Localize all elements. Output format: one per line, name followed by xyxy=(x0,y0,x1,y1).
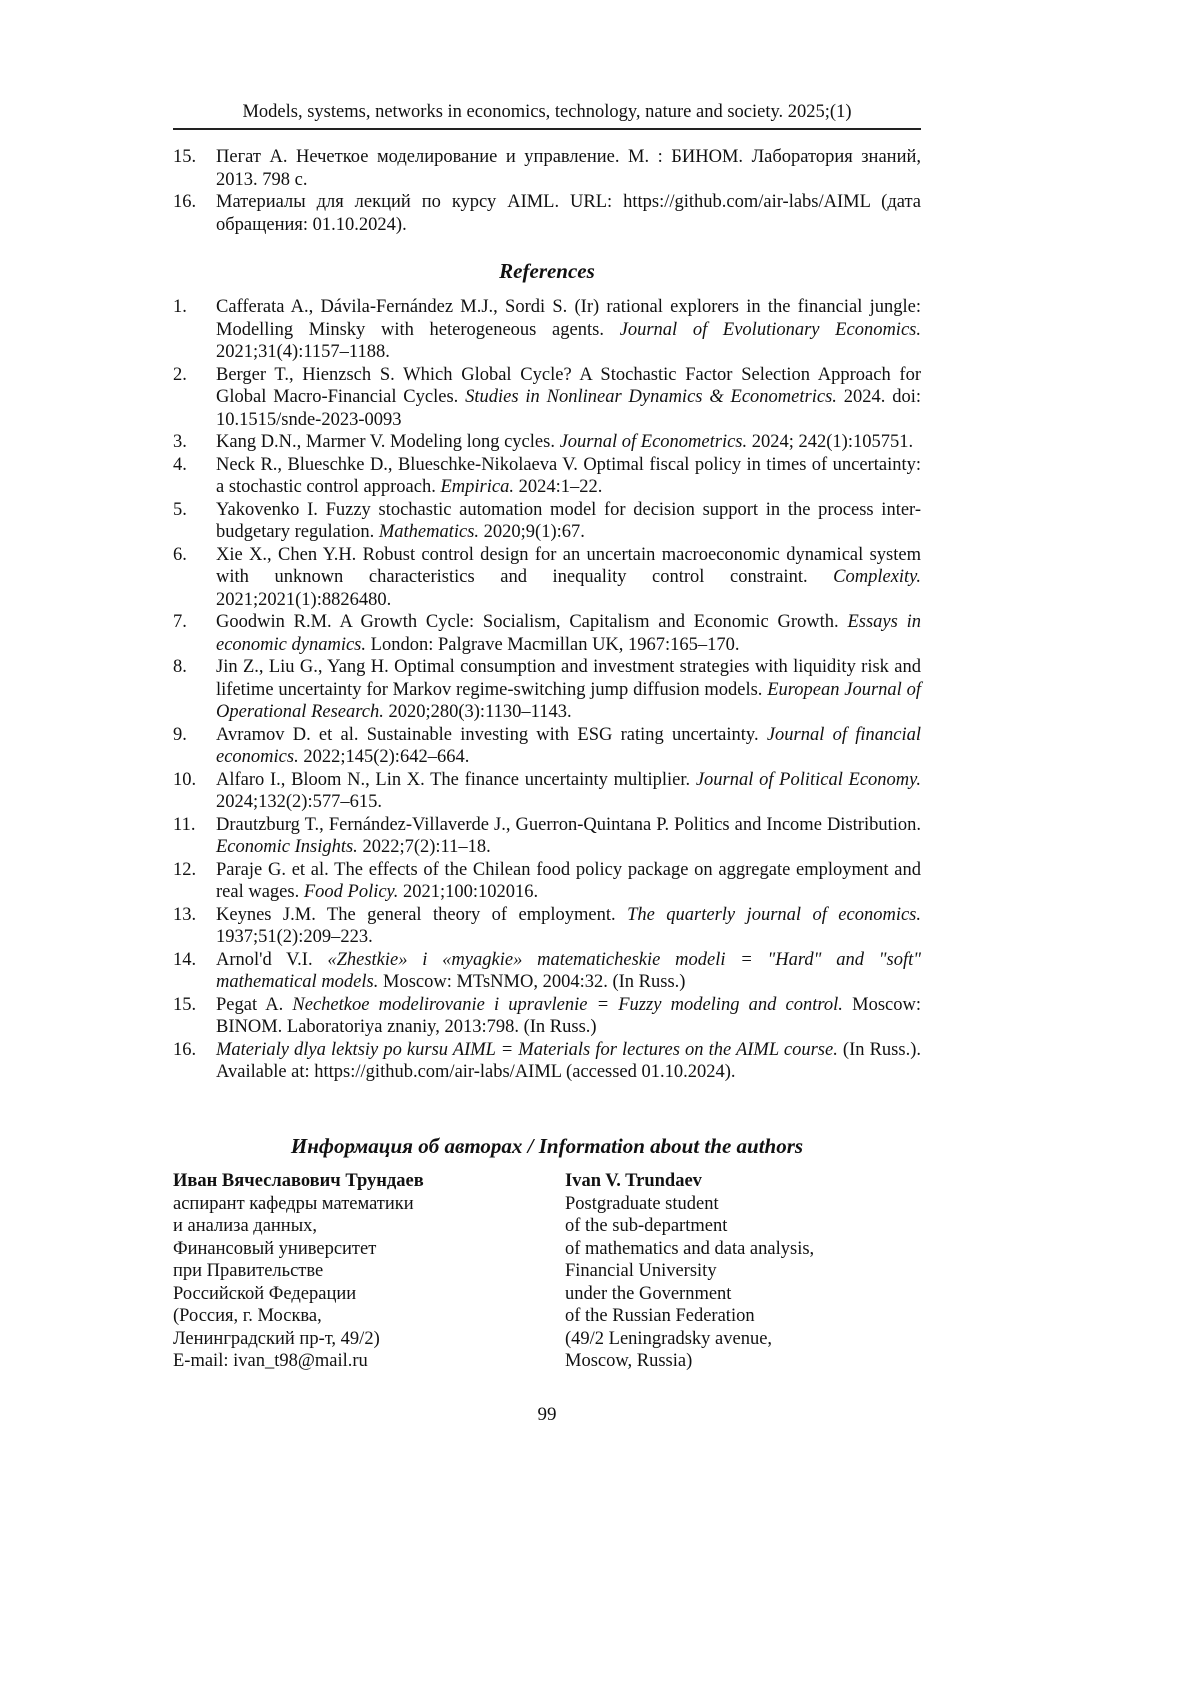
reference-text-part: London: Palgrave Macmillan UK, 1967:165–170. xyxy=(366,634,740,655)
reference-number: 16. xyxy=(173,192,197,212)
reference-text xyxy=(216,454,921,499)
reference-text-part: 2024. doi: 10.1515/snde-2023-0093 xyxy=(216,387,921,430)
reference-item xyxy=(173,611,921,656)
reference-number: 13. xyxy=(173,904,197,925)
reference-source-title: Food Policy. xyxy=(303,882,399,902)
reference-text xyxy=(216,544,921,612)
reference-item xyxy=(173,146,921,191)
reference-source-title: Empirica. xyxy=(440,477,514,497)
reference-text xyxy=(216,769,921,814)
reference-text-part: Kang D.N., Marmer V. Modeling long cycles. xyxy=(216,432,560,452)
author-ru-line: Ленинградский пр-т, 49/2) xyxy=(173,1328,380,1349)
reference-item xyxy=(173,499,921,544)
reference-text xyxy=(216,949,921,994)
reference-text xyxy=(216,724,921,769)
reference-number: 12. xyxy=(173,859,197,880)
reference-text xyxy=(216,859,921,904)
reference-text-part: 2020;9(1):67. xyxy=(479,522,585,542)
reference-source-title: The quarterly journal of economics. xyxy=(627,904,921,925)
reference-text-part: Keynes J.M. The general theory of employment. xyxy=(216,904,628,925)
reference-number: 5. xyxy=(173,499,187,520)
reference-text-part: Goodwin R.M. A Growth Cycle: Socialism, Capitalism and Economic Growth. xyxy=(216,612,848,632)
reference-source-title: Studies in Nonlinear Dynamics & Econometrics. xyxy=(465,387,837,407)
reference-number: 3. xyxy=(173,432,187,452)
author-en-line: Moscow, Russia) xyxy=(565,1351,693,1371)
reference-text-part: 2022;7(2):11–18. xyxy=(357,837,491,857)
reference-text-part: Xie X., Chen Y.H. Robust control design for an uncertain macroeconomic dynamical system with unknown characteristics and inequality control constraint. xyxy=(216,544,921,587)
reference-text-part: Drautzburg T., Fernández-Villaverde J., Guerron-Quintana P. Politics and Income Distribution. xyxy=(216,814,921,835)
reference-number: 8. xyxy=(173,657,187,677)
reference-item xyxy=(173,454,921,499)
reference-source-title: Journal of Evolutionary Economics. xyxy=(619,319,921,340)
author-ru-line: и анализа данных, xyxy=(173,1216,318,1236)
reference-number: 6. xyxy=(173,544,187,565)
reference-item xyxy=(173,191,921,236)
reference-number: 1. xyxy=(173,297,187,317)
reference-item xyxy=(173,814,921,859)
references-list xyxy=(173,296,921,1084)
reference-source-title: Journal of Econometrics. xyxy=(559,432,748,452)
reference-source-title: Journal of Political Economy. xyxy=(695,769,921,790)
reference-text-part: Pegat A. xyxy=(216,994,293,1015)
reference-number: 10. xyxy=(173,769,197,790)
reference-item xyxy=(173,656,921,724)
reference-text-part: Cafferata A., Dávila-Fernández M.J., Sordi S. (Ir) rational explorers in the financial jungle: Modelling Minsky with heterogeneous agents. xyxy=(216,297,921,340)
reference-text-part: Arnol'd V.I. xyxy=(216,949,328,970)
author-en-line: of the sub-department xyxy=(565,1216,728,1236)
author-email: E-mail: ivan_t98@mail.ru xyxy=(173,1351,368,1371)
reference-item xyxy=(173,904,921,949)
author-name-en: Ivan V. Trundaev xyxy=(565,1171,702,1191)
continued-reference-list xyxy=(173,146,921,236)
reference-source-title: European Journal of Operational Research. xyxy=(216,679,921,722)
reference-text xyxy=(216,1039,921,1084)
reference-number: 7. xyxy=(173,612,187,632)
reference-item xyxy=(173,724,921,769)
reference-number: 9. xyxy=(173,724,187,745)
reference-source-title: Complexity. xyxy=(833,567,921,587)
author-info-english xyxy=(565,1170,925,1373)
reference-item xyxy=(173,364,921,432)
author-en-line: of the Russian Federation xyxy=(565,1306,755,1326)
reference-text-part: 1937;51(2):209–223. xyxy=(216,927,373,947)
reference-source-title: Economic Insights. xyxy=(216,837,358,857)
reference-number: 2. xyxy=(173,364,187,385)
reference-source-title: Journal of financial economics. xyxy=(216,724,921,767)
reference-item xyxy=(173,431,921,454)
reference-item xyxy=(173,1039,921,1084)
reference-number: 16. xyxy=(173,1039,197,1060)
reference-number: 4. xyxy=(173,454,187,475)
header-divider xyxy=(173,128,921,130)
reference-source-title: Essays in economic dynamics. xyxy=(216,612,921,655)
author-en-line: under the Government xyxy=(565,1283,732,1304)
reference-number: 11. xyxy=(173,814,196,835)
reference-source-title: Materialy dlya lektsiy po kursu AIML = Materials for lectures on the AIML course. xyxy=(216,1039,838,1060)
author-ru-line: (Россия, г. Москва, xyxy=(173,1306,322,1326)
author-en-line: (49/2 Leningradsky avenue, xyxy=(565,1328,773,1349)
reference-text-part: Avramov D. et al. Sustainable investing with ESG rating uncertainty. xyxy=(216,724,767,745)
reference-text xyxy=(216,364,921,432)
reference-text-part: 2020;280(3):1130–1143. xyxy=(383,702,572,722)
reference-text xyxy=(216,994,921,1039)
reference-item xyxy=(173,296,921,364)
reference-text-part: Neck R., Blueschke D., Blueschke-Nikolaeva V. Optimal fiscal policy in times of uncertainty: a stochastic control approach. xyxy=(216,454,921,497)
reference-number: 15. xyxy=(173,147,197,167)
reference-item xyxy=(173,769,921,814)
reference-text-part: Материалы для лекций по курсу AIML. URL: https://github.com/air-labs/AIML (дата обращения: 01.10.2024). xyxy=(216,192,921,235)
reference-text-part: 2024:1–22. xyxy=(513,477,603,497)
reference-source-title: «Zhestkie» i «myagkie» matematicheskie modeli = "Hard" and "soft" mathematical models. xyxy=(216,949,921,992)
reference-text-part: Moscow: BINOM. Laboratoriya znaniy, 2013:798. (In Russ.) xyxy=(216,994,921,1037)
reference-text xyxy=(216,656,921,724)
author-en-line: of mathematics and data analysis, xyxy=(565,1238,815,1259)
running-header: Models, systems, networks in economics, technology, nature and society. 2025;(1) xyxy=(242,102,852,122)
reference-text-part: Yakovenko I. Fuzzy stochastic automation model for decision support in the process inter-budgetary regulation. xyxy=(216,499,921,542)
reference-text-part: Пегат А. Нечеткое моделирование и управление. М. : БИНОМ. Лаборатория знаний, 2013. 798 с. xyxy=(216,147,921,190)
reference-text-part: (In Russ.). Available at: https://github.com/air-labs/AIML (accessed 01.10.2024). xyxy=(216,1039,921,1082)
author-ru-line: аспирант кафедры математики xyxy=(173,1193,414,1214)
author-ru-line: при Правительстве xyxy=(173,1261,324,1281)
reference-text-part: 2024;132(2):577–615. xyxy=(216,792,382,812)
reference-text-part: Alfaro I., Bloom N., Lin X. The finance uncertainty multiplier. xyxy=(216,769,696,790)
author-name-ru: Иван Вячеславович Трундаев xyxy=(173,1171,424,1191)
reference-text xyxy=(216,611,921,656)
author-ru-line: Финансовый университет xyxy=(173,1238,377,1259)
reference-text-part: Moscow: MTsNMO, 2004:32. (In Russ.) xyxy=(378,972,686,992)
reference-item xyxy=(173,949,921,994)
reference-text-part: Berger T., Hienzsch S. Which Global Cycle? A Stochastic Factor Selection Approach for Global Macro-Financial Cycles. xyxy=(216,364,921,407)
page-number: 99 xyxy=(537,1404,557,1425)
reference-text-part: 2021;31(4):1157–1188. xyxy=(216,342,390,362)
reference-text-part: 2021;100:102016. xyxy=(398,882,539,902)
reference-text-part: 2024; 242(1):105751. xyxy=(747,432,914,452)
reference-text xyxy=(216,146,921,191)
reference-text xyxy=(216,814,921,859)
reference-text-part: Paraje G. et al. The effects of the Chilean food policy package on aggregate employment and real wages. xyxy=(216,859,921,902)
reference-number: 14. xyxy=(173,949,197,970)
reference-source-title: Mathematics. xyxy=(378,522,480,542)
authors-heading: Информация об авторах / Information about the authors xyxy=(290,1134,804,1158)
author-en-line: Financial University xyxy=(565,1261,717,1281)
reference-text xyxy=(216,499,921,544)
reference-text xyxy=(216,191,921,236)
reference-item xyxy=(173,859,921,904)
reference-item xyxy=(173,994,921,1039)
author-en-line: Postgraduate student xyxy=(565,1193,719,1214)
reference-item xyxy=(173,544,921,612)
reference-number: 15. xyxy=(173,994,197,1015)
reference-text-part: 2022;145(2):642–664. xyxy=(298,747,470,767)
reference-source-title: Nechetkoe modelirovanie i upravlenie = Fuzzy modeling and control. xyxy=(292,994,843,1015)
author-info-russian xyxy=(173,1170,553,1373)
reference-text-part: Jin Z., Liu G., Yang H. Optimal consumption and investment strategies with liquidity risk and lifetime uncertainty for Markov regime-switching jump diffusion models. xyxy=(216,657,921,700)
reference-text xyxy=(216,296,921,364)
reference-text-part: 2021;2021(1):8826480. xyxy=(216,589,392,610)
references-heading: References xyxy=(499,259,595,283)
reference-text xyxy=(216,904,921,949)
reference-text xyxy=(216,431,921,454)
author-ru-line: Российской Федерации xyxy=(173,1283,357,1304)
